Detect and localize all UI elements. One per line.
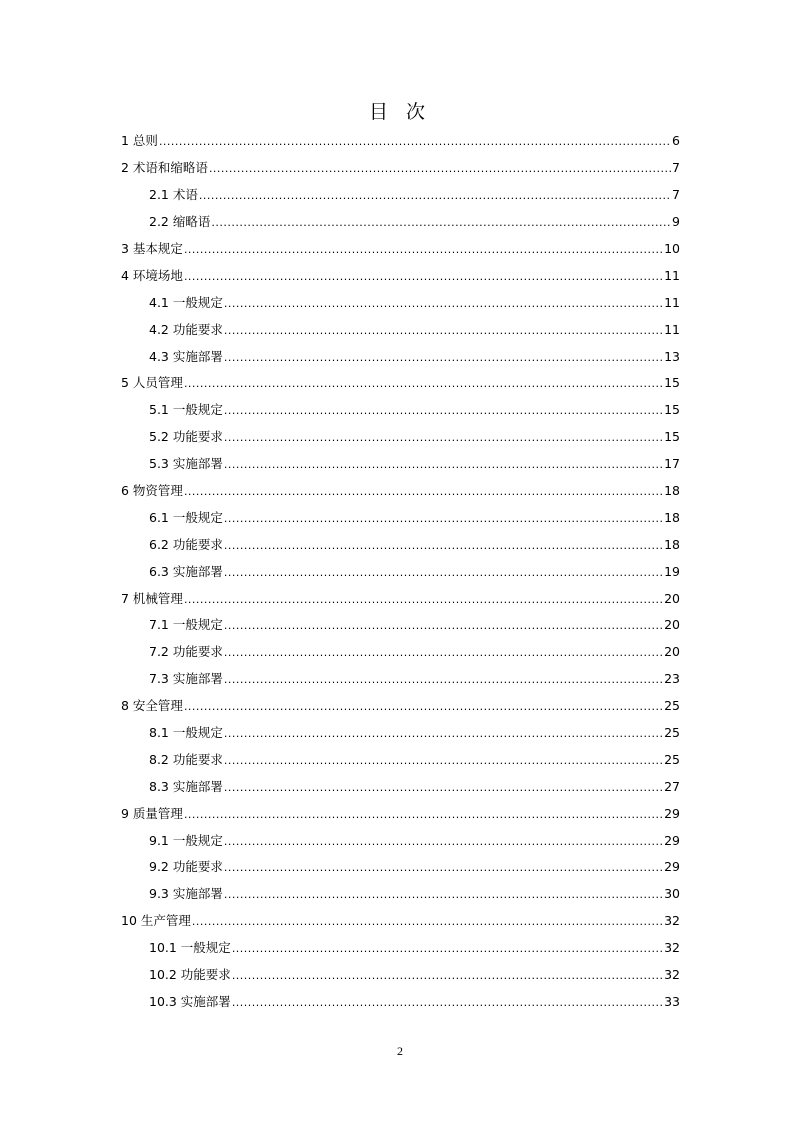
toc-entry[interactable] xyxy=(121,612,680,639)
toc-entry[interactable] xyxy=(121,236,680,263)
toc-entry-page: 29 xyxy=(664,805,680,821)
toc-entry-label: 1 总则 xyxy=(121,133,158,149)
toc-entry-page: 25 xyxy=(664,725,680,741)
toc-entry[interactable] xyxy=(121,451,680,478)
toc-entry-page: 11 xyxy=(664,267,680,283)
toc-entry-page: 19 xyxy=(664,563,680,579)
toc-entry-page: 15 xyxy=(664,375,680,391)
toc-dot-leader xyxy=(224,887,663,903)
page-number: 2 xyxy=(397,1044,403,1058)
toc-entry[interactable] xyxy=(121,881,680,908)
toc-entry[interactable] xyxy=(121,343,680,370)
toc-entry-label: 6.3 实施部署 xyxy=(149,563,223,579)
toc-dot-leader xyxy=(184,484,663,500)
toc-entry[interactable] xyxy=(121,128,680,155)
toc-entry-page: 32 xyxy=(664,940,680,956)
toc-entry[interactable] xyxy=(121,478,680,505)
toc-entry-page: 11 xyxy=(664,321,680,337)
toc-dot-leader xyxy=(224,753,663,769)
toc-entry-label: 5 人员管理 xyxy=(121,375,183,391)
toc-entry-label: 7.1 一般规定 xyxy=(149,617,223,633)
toc-entry[interactable] xyxy=(121,289,680,316)
table-of-contents xyxy=(121,128,680,1015)
toc-entry-page: 30 xyxy=(664,886,680,902)
toc-entry-page: 29 xyxy=(664,859,680,875)
toc-dot-leader xyxy=(232,995,663,1011)
toc-entry-label: 9 质量管理 xyxy=(121,805,183,821)
toc-entry-page: 17 xyxy=(664,456,680,472)
toc-entry-label: 10.3 实施部署 xyxy=(149,993,231,1009)
toc-entry[interactable] xyxy=(121,558,680,585)
toc-entry[interactable] xyxy=(121,397,680,424)
toc-entry-page: 20 xyxy=(664,617,680,633)
toc-entry-label: 7 机械管理 xyxy=(121,590,183,606)
toc-entry[interactable] xyxy=(121,908,680,935)
toc-dot-leader xyxy=(224,323,663,339)
toc-entry[interactable] xyxy=(121,720,680,747)
toc-entry[interactable] xyxy=(121,935,680,962)
toc-entry-page: 6 xyxy=(672,133,680,149)
toc-dot-leader xyxy=(184,269,663,285)
toc-entry-page: 20 xyxy=(664,590,680,606)
toc-dot-leader xyxy=(224,726,663,742)
toc-entry-label: 7.2 功能要求 xyxy=(149,644,223,660)
toc-entry-page: 11 xyxy=(664,294,680,310)
toc-entry-label: 2.1 术语 xyxy=(149,187,198,203)
toc-entry-label: 6 物资管理 xyxy=(121,483,183,499)
toc-entry-page: 10 xyxy=(664,241,680,256)
toc-entry[interactable] xyxy=(121,531,680,558)
toc-entry-page: 7 xyxy=(672,160,680,176)
toc-dot-leader xyxy=(199,188,671,204)
toc-entry-page: 15 xyxy=(664,429,680,445)
toc-entry-page: 23 xyxy=(664,671,680,687)
toc-dot-leader xyxy=(224,672,663,688)
toc-entry-label: 7.3 实施部署 xyxy=(149,671,223,687)
toc-entry[interactable] xyxy=(121,262,680,289)
toc-entry[interactable] xyxy=(121,854,680,881)
toc-dot-leader xyxy=(224,538,663,554)
toc-entry[interactable] xyxy=(121,773,680,800)
toc-entry-label: 8.1 一般规定 xyxy=(149,725,223,741)
toc-entry[interactable] xyxy=(121,182,680,209)
toc-entry-label: 3 基本规定 xyxy=(121,241,183,256)
toc-entry-label: 9.2 功能要求 xyxy=(149,859,223,875)
toc-dot-leader xyxy=(224,860,663,876)
toc-dot-leader xyxy=(232,968,663,984)
toc-entry[interactable] xyxy=(121,585,680,612)
toc-entry-label: 9.3 实施部署 xyxy=(149,886,223,902)
toc-title: 目 次 xyxy=(368,101,432,123)
toc-dot-leader xyxy=(184,242,663,258)
toc-entry-label: 8.3 实施部署 xyxy=(149,778,223,794)
toc-dot-leader xyxy=(184,699,663,715)
toc-entry-label: 10.1 一般规定 xyxy=(149,940,231,956)
toc-entry-page: 32 xyxy=(664,913,680,929)
toc-dot-leader xyxy=(224,618,663,634)
toc-dot-leader xyxy=(209,161,671,177)
toc-dot-leader xyxy=(184,807,663,823)
toc-entry-label: 5.3 实施部署 xyxy=(149,456,223,472)
toc-entry-page: 18 xyxy=(664,509,680,525)
toc-entry-label: 2.2 缩略语 xyxy=(149,214,211,230)
toc-entry[interactable] xyxy=(121,962,680,989)
toc-entry-page: 25 xyxy=(664,698,680,714)
toc-entry-page: 9 xyxy=(672,214,680,230)
toc-dot-leader xyxy=(232,941,663,957)
toc-entry-label: 4 环境场地 xyxy=(121,267,183,283)
toc-dot-leader xyxy=(224,780,663,796)
toc-entry-page: 25 xyxy=(664,751,680,767)
toc-entry-page: 15 xyxy=(664,402,680,418)
toc-entry-label: 5.1 一般规定 xyxy=(149,402,223,418)
toc-entry[interactable] xyxy=(121,316,680,343)
toc-dot-leader xyxy=(224,645,663,661)
toc-entry-page: 20 xyxy=(664,644,680,660)
toc-entry-label: 6.1 一般规定 xyxy=(149,509,223,525)
toc-entry[interactable] xyxy=(121,746,680,773)
toc-dot-leader xyxy=(224,457,663,473)
toc-dot-leader xyxy=(224,565,663,581)
toc-dot-leader xyxy=(224,511,663,527)
toc-entry-label: 4.2 功能要求 xyxy=(149,321,223,337)
toc-entry-page: 29 xyxy=(664,832,680,848)
toc-entry[interactable] xyxy=(121,504,680,531)
toc-entry-page: 7 xyxy=(672,187,680,203)
toc-entry-page: 18 xyxy=(664,483,680,499)
toc-entry[interactable] xyxy=(121,370,680,397)
toc-entry-label: 4.3 实施部署 xyxy=(149,348,223,364)
toc-entry[interactable] xyxy=(121,666,680,693)
toc-entry[interactable] xyxy=(121,209,680,236)
toc-dot-leader xyxy=(224,403,663,419)
toc-entry-label: 9.1 一般规定 xyxy=(149,832,223,848)
toc-entry-label: 8 安全管理 xyxy=(121,698,183,714)
toc-dot-leader xyxy=(184,376,663,392)
toc-entry-label: 10 生产管理 xyxy=(121,913,191,929)
toc-entry-page: 33 xyxy=(664,993,680,1009)
toc-entry-label: 6.2 功能要求 xyxy=(149,536,223,552)
toc-dot-leader xyxy=(159,134,671,150)
toc-dot-leader xyxy=(224,430,663,446)
toc-entry[interactable] xyxy=(121,639,680,666)
toc-entry-label: 2 术语和缩略语 xyxy=(121,160,208,176)
toc-entry-label: 8.2 功能要求 xyxy=(149,751,223,767)
toc-entry-page: 18 xyxy=(664,536,680,552)
toc-entry-label: 10.2 功能要求 xyxy=(149,967,231,983)
toc-entry[interactable] xyxy=(121,693,680,720)
toc-entry[interactable] xyxy=(121,989,680,1016)
toc-entry[interactable] xyxy=(121,800,680,827)
toc-dot-leader xyxy=(184,592,663,608)
toc-entry-label: 5.2 功能要求 xyxy=(149,429,223,445)
toc-dot-leader xyxy=(211,215,671,231)
toc-entry[interactable] xyxy=(121,827,680,854)
toc-entry-label: 4.1 一般规定 xyxy=(149,294,223,310)
toc-entry-page: 13 xyxy=(664,348,680,364)
toc-entry[interactable] xyxy=(121,424,680,451)
toc-dot-leader xyxy=(192,914,663,930)
toc-entry-page: 32 xyxy=(664,967,680,983)
toc-dot-leader xyxy=(224,296,663,312)
toc-dot-leader xyxy=(224,350,663,366)
toc-entry[interactable] xyxy=(121,155,680,182)
toc-entry-page: 27 xyxy=(664,778,680,794)
toc-dot-leader xyxy=(224,834,663,850)
